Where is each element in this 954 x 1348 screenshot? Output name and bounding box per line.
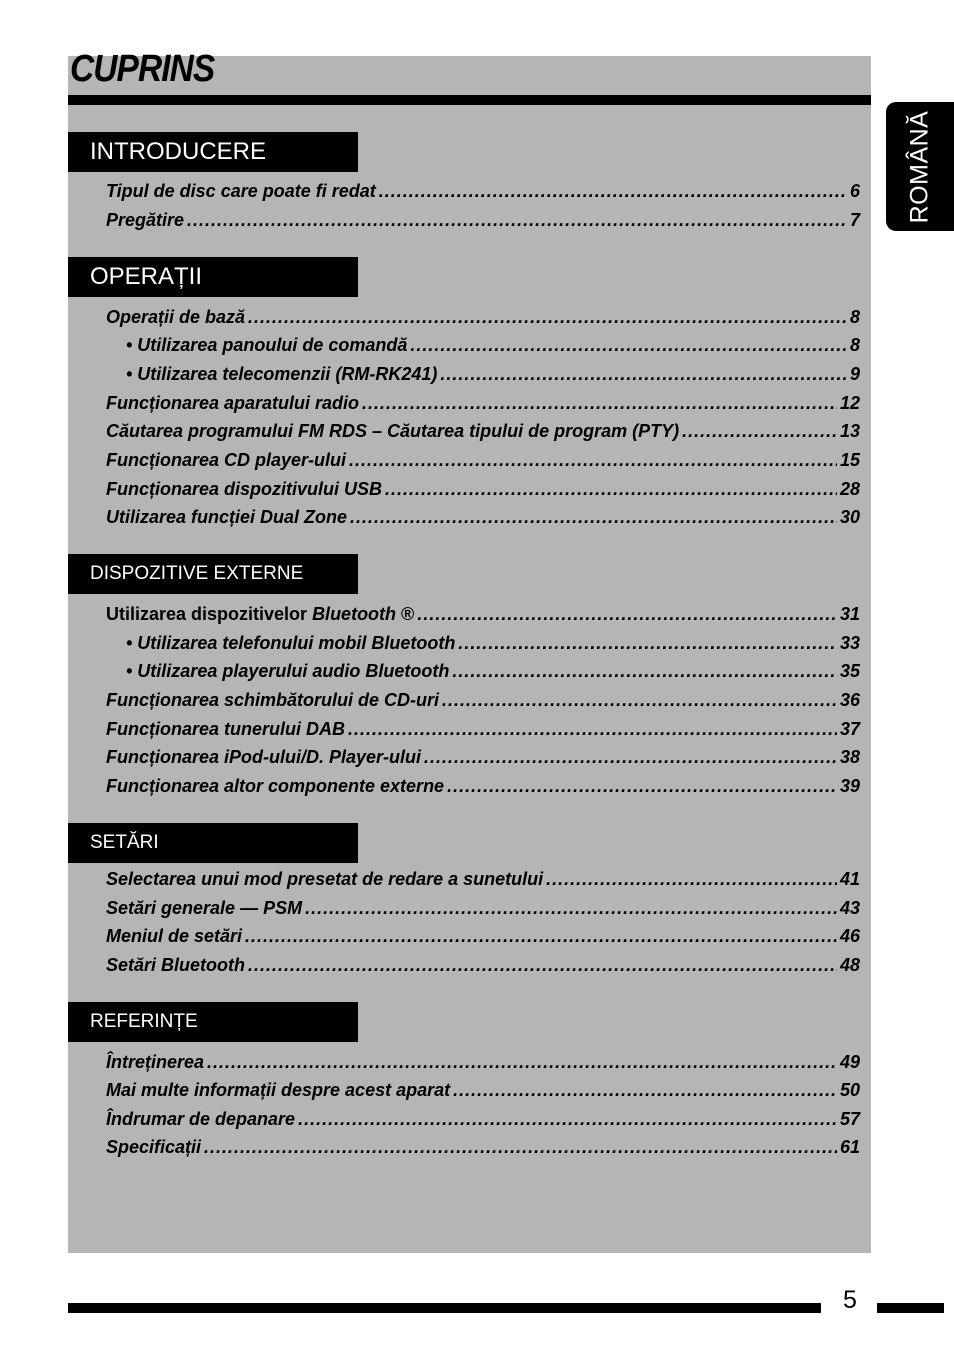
toc-entry-page: 33	[839, 633, 860, 653]
toc-entry-label: Funcționarea altor componente externe	[106, 776, 445, 796]
toc-leader-dots	[305, 898, 837, 919]
toc-entry-page: 49	[839, 1052, 860, 1072]
toc-entry-page: 9	[849, 364, 860, 384]
toc-leader-dots	[248, 955, 837, 976]
toc-entry[interactable]	[106, 210, 860, 234]
toc-entry-label: • Utilizarea playerului audio Bluetooth	[126, 661, 450, 681]
toc-leader-dots	[362, 393, 837, 414]
toc-entry[interactable]	[106, 690, 860, 714]
toc-entry-page: 28	[839, 479, 860, 499]
toc-entry[interactable]	[106, 393, 860, 417]
toc-leader-dots	[410, 335, 847, 356]
toc-leader-dots	[682, 421, 837, 442]
toc-entry-label: • Utilizarea telecomenzii (RM-RK241)	[126, 364, 438, 384]
language-tab-label: ROMÂNĂ	[905, 110, 934, 223]
page-title: CUPRINS	[70, 48, 215, 90]
toc-entry-page: 12	[839, 393, 860, 413]
toc-entry-label: • Utilizarea panoului de comandă	[126, 335, 408, 355]
toc-entry-label: Funcționarea tunerului DAB	[106, 719, 346, 739]
toc-entry-page: 37	[839, 719, 860, 739]
toc-entry[interactable]	[106, 719, 860, 743]
toc-entry[interactable]	[106, 955, 860, 979]
toc-entry-page: 30	[839, 507, 860, 527]
toc-entry-page: 57	[839, 1109, 860, 1129]
toc-entry-label: Utilizarea funcției Dual Zone	[106, 507, 348, 527]
toc-entry-label: Funcționarea CD player-ului	[106, 450, 347, 470]
toc-entry[interactable]	[106, 421, 860, 445]
section-header-operatii: OPERAȚII	[68, 257, 358, 297]
toc-entry[interactable]	[106, 1137, 860, 1161]
toc-entry-label: • Utilizarea telefonului mobil Bluetooth	[126, 633, 456, 653]
toc-entry-page: 38	[839, 747, 860, 767]
toc-leader-dots	[350, 507, 837, 528]
toc-entry[interactable]	[106, 307, 860, 331]
page-number: 5	[843, 1286, 857, 1314]
toc-entry-page: 8	[849, 307, 860, 327]
toc-entry-label: Căutarea programului FM RDS – Căutarea tipului de program (PTY)	[106, 421, 680, 441]
toc-leader-dots	[187, 210, 847, 231]
toc-entry-page: 39	[839, 776, 860, 796]
toc-entry-label-suffix: ®	[396, 604, 415, 624]
footer-rule-right	[877, 1303, 944, 1313]
language-tab	[886, 102, 954, 231]
toc-entry-label	[106, 604, 414, 625]
footer-rule-left	[68, 1303, 821, 1313]
toc-leader-dots	[204, 1137, 837, 1158]
toc-entry-label: Tipul de disc care poate fi redat	[106, 181, 376, 201]
toc-leader-dots	[424, 747, 837, 768]
toc-entry-label: Funcționarea iPod-ului/D. Player-ului	[106, 747, 422, 767]
toc-leader-dots	[248, 307, 847, 328]
toc-leader-dots	[458, 633, 837, 654]
toc-subentry[interactable]	[126, 661, 860, 685]
toc-entry-label-bluetooth: Bluetooth	[312, 604, 397, 624]
toc-leader-dots	[207, 1052, 837, 1073]
toc-entry-label: Meniul de setări	[106, 926, 243, 946]
toc-leader-dots	[546, 869, 837, 890]
toc-entry-page: 6	[849, 181, 860, 201]
toc-entry[interactable]	[106, 1109, 860, 1133]
toc-entry-label: Întreținerea	[106, 1052, 205, 1072]
toc-leader-dots	[385, 479, 837, 500]
toc-entry[interactable]	[106, 776, 860, 800]
section-header-dispozitive-externe: DISPOZITIVE EXTERNE	[68, 554, 358, 594]
toc-entry-label: Pregătire	[106, 210, 185, 230]
toc-entry[interactable]	[106, 898, 860, 922]
toc-entry-label: Îndrumar de depanare	[106, 1109, 296, 1129]
toc-subentry[interactable]	[126, 335, 860, 359]
toc-leader-dots	[245, 926, 837, 947]
toc-entry-page: 41	[839, 869, 860, 889]
toc-entry-page: 43	[839, 898, 860, 918]
toc-entry-label: Setări Bluetooth	[106, 955, 246, 975]
toc-entry-label: Setări generale — PSM	[106, 898, 303, 918]
toc-entry[interactable]	[106, 1052, 860, 1076]
toc-entry-label: Specificații	[106, 1137, 202, 1157]
toc-subentry[interactable]	[126, 633, 860, 657]
section-header-setari: SETĂRI	[68, 823, 358, 863]
toc-leader-dots	[417, 604, 837, 625]
toc-entry[interactable]	[106, 450, 860, 474]
toc-leader-dots	[298, 1109, 837, 1130]
toc-entry-page: 15	[839, 450, 860, 470]
toc-entry-page: 13	[839, 421, 860, 441]
toc-entry[interactable]	[106, 479, 860, 503]
toc-entry-page: 48	[839, 955, 860, 975]
toc-entry-label: Funcționarea aparatului radio	[106, 393, 360, 413]
toc-leader-dots	[453, 1080, 837, 1101]
toc-subentry[interactable]	[126, 364, 860, 388]
toc-leader-dots	[452, 661, 837, 682]
toc-leader-dots	[349, 450, 837, 471]
toc-entry[interactable]	[106, 181, 860, 205]
toc-entry-label-prefix: Utilizarea dispozitivelor	[106, 604, 313, 624]
toc-entry-page: 61	[839, 1137, 860, 1157]
toc-entry-page: 7	[849, 210, 860, 230]
section-header-referinte: REFERINȚE	[68, 1002, 358, 1042]
toc-entry-page: 31	[839, 604, 860, 624]
toc-entry[interactable]	[106, 604, 860, 628]
toc-entry[interactable]	[106, 747, 860, 771]
toc-entry-page: 36	[839, 690, 860, 710]
toc-entry-page: 50	[839, 1080, 860, 1100]
toc-leader-dots	[348, 719, 837, 740]
toc-entry[interactable]	[106, 869, 860, 893]
toc-entry[interactable]	[106, 507, 860, 531]
toc-entry-label: Operații de bază	[106, 307, 246, 327]
toc-entry[interactable]	[106, 1080, 860, 1104]
title-rule	[68, 95, 871, 105]
toc-leader-dots	[440, 364, 847, 385]
toc-entry-page: 46	[839, 926, 860, 946]
toc-entry-label: Funcționarea dispozitivului USB	[106, 479, 383, 499]
toc-entry-label: Funcționarea schimbătorului de CD-uri	[106, 690, 440, 710]
toc-leader-dots	[379, 181, 847, 202]
toc-entry[interactable]	[106, 926, 860, 950]
toc-entry-label: Mai multe informații despre acest aparat	[106, 1080, 451, 1100]
toc-entry-page: 8	[849, 335, 860, 355]
toc-leader-dots	[447, 776, 837, 797]
toc-leader-dots	[442, 690, 837, 711]
toc-entry-page: 35	[839, 661, 860, 681]
section-header-introducere: INTRODUCERE	[68, 132, 358, 172]
toc-entry-label: Selectarea unui mod presetat de redare a sunetului	[106, 869, 544, 889]
